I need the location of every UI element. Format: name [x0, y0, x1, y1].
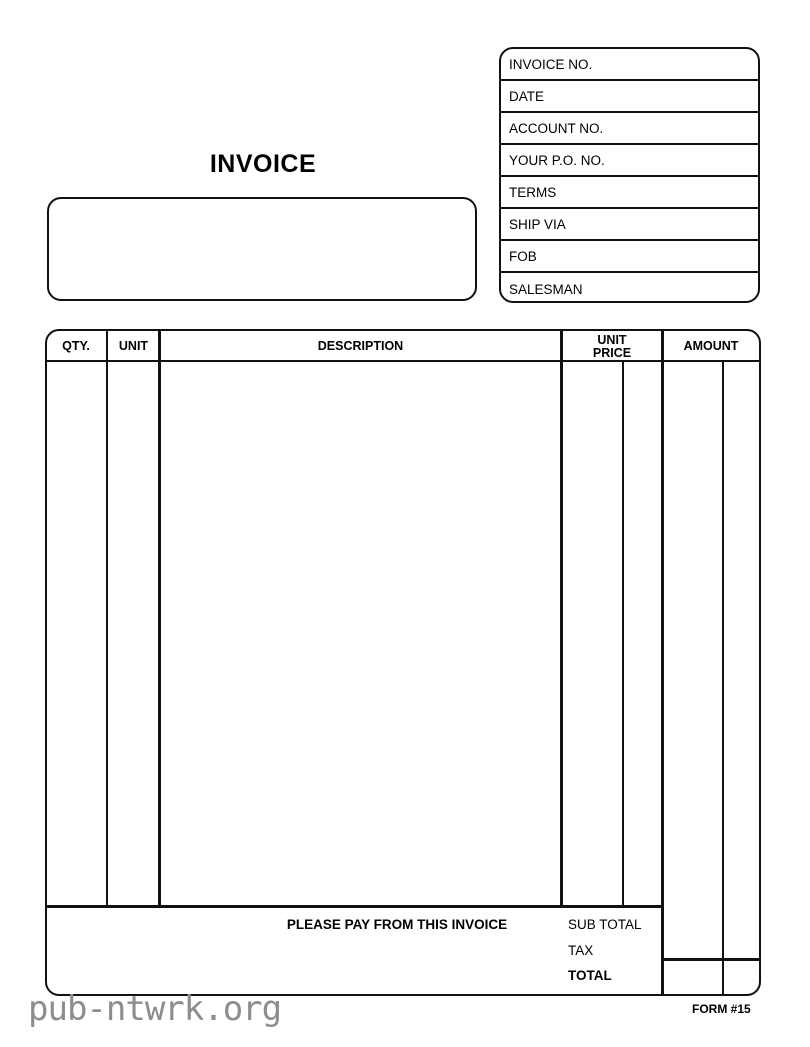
meta-field-label: ACCOUNT NO. — [509, 120, 604, 136]
invoice-meta-fields — [499, 47, 760, 303]
meta-field-ship-via[interactable] — [501, 209, 758, 241]
meta-field-terms[interactable] — [501, 177, 758, 209]
total-amount-cell[interactable] — [664, 961, 761, 996]
meta-field-date[interactable] — [501, 81, 758, 113]
column-header-unit: UNIT — [118, 339, 149, 354]
meta-field-label: DATE — [509, 88, 545, 104]
column-header-unit-price — [562, 331, 662, 362]
items-body-qty-column[interactable] — [47, 362, 105, 905]
meta-field-label: SALESMAN — [509, 281, 583, 297]
meta-field-label: TERMS — [509, 184, 557, 200]
meta-field-fob[interactable] — [501, 241, 758, 273]
sub-total-amount-cell[interactable] — [664, 909, 761, 956]
line-items-table — [45, 329, 761, 996]
meta-field-label: SHIP VIA — [509, 216, 566, 232]
pay-from-invoice-note: PLEASE PAY FROM THIS INVOICE — [286, 917, 508, 932]
items-body-description-column[interactable] — [161, 362, 560, 905]
form-number-label: FORM #15 — [692, 1002, 751, 1016]
meta-field-invoice-no[interactable] — [501, 49, 758, 81]
items-body-unit-price-column[interactable] — [563, 362, 661, 905]
meta-field-label: INVOICE NO. — [509, 56, 593, 72]
page-title: INVOICE — [209, 150, 317, 178]
sub-total-label: SUB TOTAL — [568, 917, 642, 932]
column-header-qty: QTY. — [62, 339, 90, 354]
table-header-row — [47, 331, 759, 362]
meta-field-label: YOUR P.O. NO. — [509, 152, 605, 168]
column-header-unit-price-line1: UNIT — [597, 332, 627, 347]
totals-band-divider — [47, 905, 661, 908]
column-header-unit-price-line2: PRICE — [592, 345, 632, 360]
total-label: TOTAL — [568, 968, 612, 983]
column-header-amount: AMOUNT — [683, 339, 739, 354]
meta-field-account-no[interactable] — [501, 113, 758, 145]
items-body-amount-column[interactable] — [664, 362, 761, 905]
tax-label: TAX — [568, 943, 594, 958]
bill-to-box[interactable] — [47, 197, 477, 301]
items-body-unit-column[interactable] — [108, 362, 158, 905]
meta-field-your-po-no[interactable] — [501, 145, 758, 177]
column-header-description: DESCRIPTION — [317, 339, 404, 354]
site-watermark: pub-ntwrk.org — [28, 989, 282, 1029]
meta-field-salesman[interactable] — [501, 273, 758, 303]
meta-field-label: FOB — [509, 248, 537, 264]
